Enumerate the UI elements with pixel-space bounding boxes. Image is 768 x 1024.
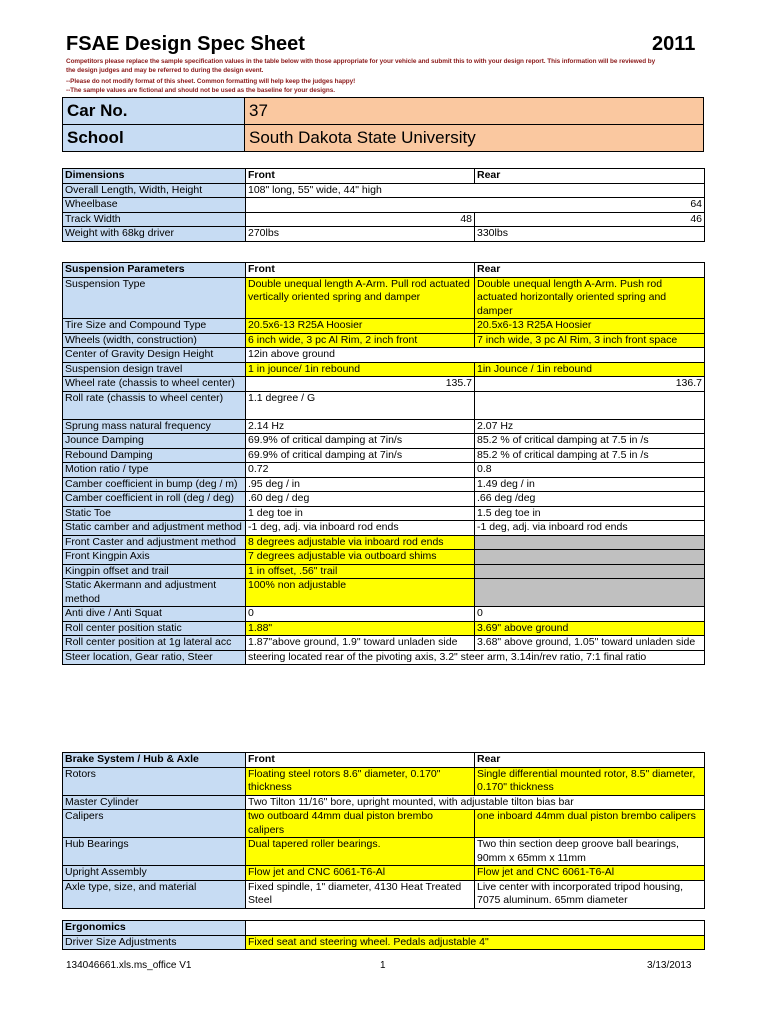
column-header-front: Front	[246, 753, 475, 768]
cell-rear[interactable]: 2.07 Hz	[475, 419, 705, 434]
cell-rear[interactable]: Double unequal length A-Arm. Push rod actuated horizontally oriented spring and damper	[475, 277, 705, 319]
cell-front[interactable]: 1 deg toe in	[246, 506, 475, 521]
cell-value[interactable]: 12in above ground	[246, 348, 705, 363]
car-number-value[interactable]: 37	[245, 98, 704, 125]
row-label: Jounce Damping	[63, 434, 246, 449]
row-label: Upright Assembly	[63, 866, 246, 881]
dimensions-table	[62, 168, 705, 242]
row-label: Center of Gravity Design Height	[63, 348, 246, 363]
cell-front[interactable]: 270lbs	[246, 227, 475, 242]
spec-sheet-year: 2011	[652, 33, 696, 55]
cell-front[interactable]: 7 degrees adjustable via outboard shims	[246, 550, 475, 565]
cell-value[interactable]: 64	[246, 198, 705, 213]
cell-rear-unused	[475, 550, 705, 565]
column-header-rear: Rear	[475, 169, 705, 184]
row-label: Front Kingpin Axis	[63, 550, 246, 565]
row-label: Roll rate (chassis to wheel center)	[63, 391, 246, 419]
cell-front[interactable]: 69.9% of critical damping at 7in/s	[246, 448, 475, 463]
row-label: Camber coefficient in bump (deg / m)	[63, 477, 246, 492]
footer-page-number: 1	[380, 960, 386, 971]
footer-filename: 134046661.xls.ms_office V1	[66, 960, 192, 971]
cell-rear[interactable]: Single differential mounted rotor, 8.5" diameter, 0.170" thickness	[475, 767, 705, 795]
cell-front[interactable]: 1 in jounce/ 1in rebound	[246, 362, 475, 377]
row-label: Rebound Damping	[63, 448, 246, 463]
cell-rear[interactable]: Two thin section deep groove ball bearings, 90mm x 65mm x 11mm	[475, 838, 705, 866]
row-label: Wheel rate (chassis to wheel center)	[63, 377, 246, 392]
cell-rear[interactable]: 1.49 deg / in	[475, 477, 705, 492]
row-label: Anti dive / Anti Squat	[63, 607, 246, 622]
cell-rear[interactable]: 46	[475, 212, 705, 227]
row-label: Static Toe	[63, 506, 246, 521]
cell-front[interactable]: 1 in offset, .56" trail	[246, 564, 475, 579]
cell-rear[interactable]: 85.2 % of critical damping at 7.5 in /s	[475, 434, 705, 449]
ergonomics-table	[62, 920, 705, 950]
cell-rear-unused	[475, 535, 705, 550]
car-number-label: Car No.	[63, 98, 245, 125]
row-label: Sprung mass natural frequency	[63, 419, 246, 434]
row-label: Hub Bearings	[63, 838, 246, 866]
cell-rear[interactable]: Live center with incorporated tripod housing, 7075 aluminum. 65mm diameter	[475, 880, 705, 908]
row-label: Overall Length, Width, Height	[63, 183, 246, 198]
cell-rear[interactable]: 3.68" above ground, 1.05" toward unladen side	[475, 636, 705, 651]
cell-front[interactable]: .95 deg / in	[246, 477, 475, 492]
row-label: Axle type, size, and material	[63, 880, 246, 908]
cell-value[interactable]: 108" long, 55" wide, 44" high	[246, 183, 705, 198]
car-info-table	[62, 97, 704, 152]
instruction-note: --Please do not modify format of this sheet. Common formatting will help keep the judges happy!	[66, 78, 356, 85]
cell-rear[interactable]: 20.5x6-13 R25A Hoosier	[475, 319, 705, 334]
cell-front[interactable]: 1.87"above ground, 1.9" toward unladen side	[246, 636, 475, 651]
cell-front[interactable]: 20.5x6-13 R25A Hoosier	[246, 319, 475, 334]
row-label: Driver Size Adjustments	[63, 935, 246, 950]
row-label: Tire Size and Compound Type	[63, 319, 246, 334]
row-label: Wheelbase	[63, 198, 246, 213]
cell-front[interactable]: Dual tapered roller bearings.	[246, 838, 475, 866]
row-label: Roll center position at 1g lateral acc	[63, 636, 246, 651]
brake-system-table	[62, 752, 705, 909]
cell-front[interactable]: 1.88"	[246, 621, 475, 636]
cell-front[interactable]: 135.7	[246, 377, 475, 392]
cell-front[interactable]: .60 deg / deg	[246, 492, 475, 507]
cell-rear[interactable]: -1 deg, adj. via inboard rod ends	[475, 521, 705, 536]
row-label: Calipers	[63, 810, 246, 838]
row-label: Static camber and adjustment method	[63, 521, 246, 536]
row-label: Master Cylinder	[63, 795, 246, 810]
row-label: Suspension design travel	[63, 362, 246, 377]
cell-front[interactable]: 1.1 degree / G	[246, 391, 475, 419]
row-label: Track Width	[63, 212, 246, 227]
row-label: Kingpin offset and trail	[63, 564, 246, 579]
cell-rear-unused	[475, 564, 705, 579]
cell-front[interactable]: 2.14 Hz	[246, 419, 475, 434]
column-header-rear: Rear	[475, 263, 705, 278]
cell-rear[interactable]: 0.8	[475, 463, 705, 478]
section-header: Ergonomics	[63, 921, 246, 936]
cell-front[interactable]: 0.72	[246, 463, 475, 478]
row-label: Weight with 68kg driver	[63, 227, 246, 242]
row-label: Roll center position static	[63, 621, 246, 636]
spec-sheet-title: FSAE Design Spec Sheet	[66, 33, 305, 55]
cell-rear[interactable]: 330lbs	[475, 227, 705, 242]
footer-date: 3/13/2013	[647, 960, 692, 971]
cell-rear[interactable]: 136.7	[475, 377, 705, 392]
suspension-table	[62, 262, 705, 665]
column-header-blank	[246, 921, 705, 936]
cell-front[interactable]: 69.9% of critical damping at 7in/s	[246, 434, 475, 449]
cell-front[interactable]: -1 deg, adj. via inboard rod ends	[246, 521, 475, 536]
cell-rear[interactable]: .66 deg /deg	[475, 492, 705, 507]
section-header: Suspension Parameters	[63, 263, 246, 278]
column-header-front: Front	[246, 169, 475, 184]
cell-value[interactable]: Two Tilton 11/16" bore, upright mounted, with adjustable tilton bias bar	[246, 795, 705, 810]
row-label: Wheels (width, construction)	[63, 333, 246, 348]
row-label: Static Akermann and adjustment method	[63, 579, 246, 607]
cell-rear[interactable]: one inboard 44mm dual piston brembo calipers	[475, 810, 705, 838]
cell-value[interactable]: steering located rear of the pivoting axis, 3.2" steer arm, 3.14in/rev ratio, 7:1 final ratio	[246, 650, 705, 665]
instruction-note: --The sample values are fictional and should not be used as the baseline for your designs.	[66, 87, 335, 94]
cell-front[interactable]: two outboard 44mm dual piston brembo calipers	[246, 810, 475, 838]
cell-rear[interactable]: 7 inch wide, 3 pc Al Rim, 3 inch front space	[475, 333, 705, 348]
column-header-front: Front	[246, 263, 475, 278]
instruction-note: the design judges and may be referred to during the design event.	[66, 67, 264, 74]
instruction-note: Competitors please replace the sample specification values in the table below with those appropriate for your vehicle and submit this to with your design report. This information will be reviewed by	[66, 58, 656, 65]
row-label: Motion ratio / type	[63, 463, 246, 478]
cell-front[interactable]: 6 inch wide, 3 pc Al Rim, 2 inch front	[246, 333, 475, 348]
cell-rear[interactable]: 1.5 deg toe in	[475, 506, 705, 521]
row-label: Steer location, Gear ratio, Steer	[63, 650, 246, 665]
cell-rear[interactable]: 1in Jounce / 1in rebound	[475, 362, 705, 377]
row-label: Suspension Type	[63, 277, 246, 319]
cell-front[interactable]: Fixed spindle, 1" diameter, 4130 Heat Treated Steel	[246, 880, 475, 908]
cell-value[interactable]: Fixed seat and steering wheel. Pedals adjustable 4"	[246, 935, 705, 950]
cell-front[interactable]: Floating steel rotors 8.6" diameter, 0.170" thickness	[246, 767, 475, 795]
row-label: Front Caster and adjustment method	[63, 535, 246, 550]
row-label: Camber coefficient in roll (deg / deg)	[63, 492, 246, 507]
cell-front[interactable]: Flow jet and CNC 6061-T6-Al	[246, 866, 475, 881]
cell-front[interactable]: 0	[246, 607, 475, 622]
section-header: Brake System / Hub & Axle	[63, 753, 246, 768]
cell-front[interactable]: Double unequal length A-Arm. Pull rod actuated vertically oriented spring and damper	[246, 277, 475, 319]
column-header-rear: Rear	[475, 753, 705, 768]
school-label: School	[63, 125, 245, 152]
section-header: Dimensions	[63, 169, 246, 184]
cell-front[interactable]: 48	[246, 212, 475, 227]
cell-rear[interactable]: 85.2 % of critical damping at 7.5 in /s	[475, 448, 705, 463]
cell-rear[interactable]: 3.69" above ground	[475, 621, 705, 636]
cell-front[interactable]: 8 degrees adjustable via inboard rod ends	[246, 535, 475, 550]
row-label: Rotors	[63, 767, 246, 795]
cell-rear[interactable]	[475, 391, 705, 419]
cell-front[interactable]: 100% non adjustable	[246, 579, 475, 607]
school-value[interactable]: South Dakota State University	[245, 125, 704, 152]
cell-rear[interactable]: 0	[475, 607, 705, 622]
cell-rear-unused	[475, 579, 705, 607]
cell-rear[interactable]: Flow jet and CNC 6061-T6-Al	[475, 866, 705, 881]
